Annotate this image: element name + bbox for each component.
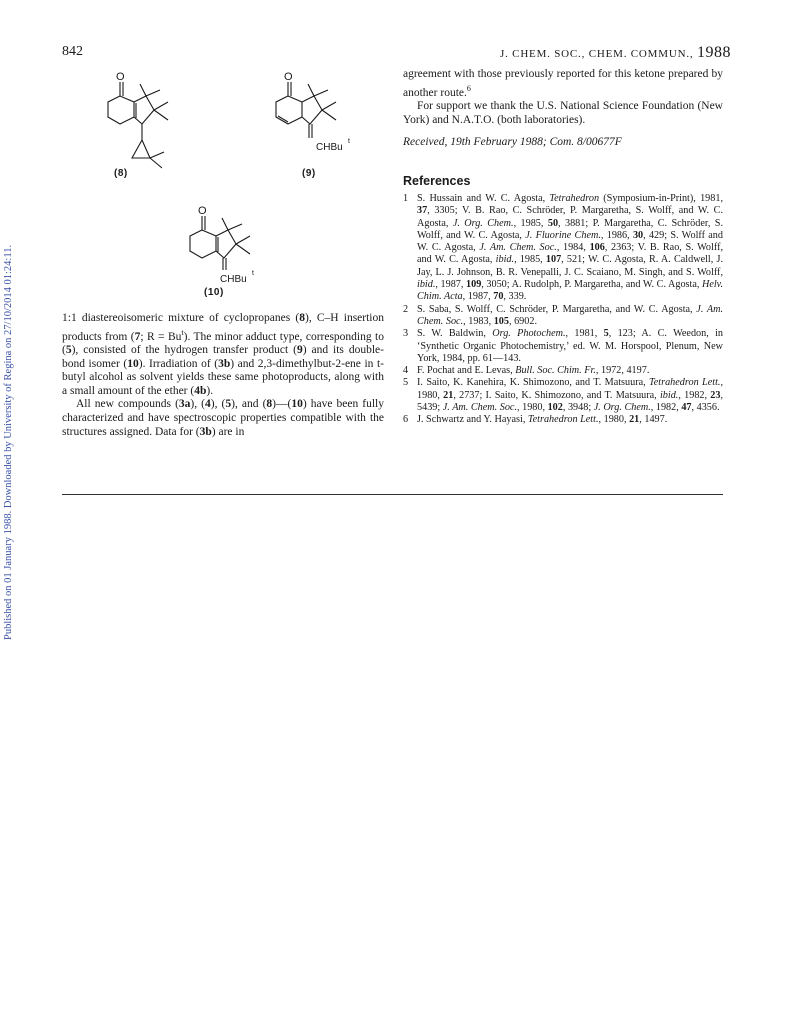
references-heading: References: [403, 174, 471, 188]
reference-item: 2 S. Saba, S. Wolff, C. Schröder, P. Margaretha, and W. C. Agosta, J. Am. Chem. Soc., 1983, 105, 6902.: [403, 303, 723, 327]
paragraph: agreement with those previously reported for this ketone prepared by another route.$^6$: [403, 68, 723, 99]
compound-10-label: (10): [204, 287, 224, 298]
reference-item: 3 S. W. Baldwin, Org. Photochem., 1981, 5, 123; A. C. Weedon, in ‘Synthetic Organic Photochemistry,’ ed. W. M. Horspool, Plenum, New York, 1984, pp. 61—143.: [403, 328, 724, 364]
journal-year: 1988: [696, 44, 731, 61]
running-head: [500, 44, 731, 62]
chbut-label: CHBu: [316, 142, 343, 153]
reference-number: 5: [403, 377, 409, 389]
chbut-superscript: t: [252, 270, 254, 277]
structure-compound-10: [162, 196, 282, 291]
references-list: [403, 193, 723, 427]
compound-9-label: (9): [302, 168, 316, 179]
footer-rule: [62, 494, 723, 495]
reference-item: 4 F. Pochat and E. Levas, Bull. Soc. Chim. Fr., 1972, 4197.: [403, 365, 650, 377]
left-column-text: [62, 312, 384, 439]
compound-8-label: (8): [114, 168, 128, 179]
journal-name: J. CHEM. SOC., CHEM. COMMUN.,: [500, 48, 694, 60]
chbut-label: CHBu: [220, 274, 247, 285]
structure-compound-8: [80, 62, 180, 172]
reference-number: 1: [403, 193, 409, 204]
reference-number: 4: [403, 365, 409, 377]
reference-item: 6 J. Schwartz and Y. Hayasi, Tetrahedron Lett., 1980, 21, 1497.: [403, 414, 668, 426]
reference-number: 3: [403, 328, 409, 340]
carbonyl-oxygen-label: O: [284, 71, 293, 83]
carbonyl-oxygen-label: O: [116, 71, 125, 83]
chbut-superscript: t: [348, 138, 350, 145]
reference-item: 5 I. Saito, K. Kanehira, K. Shimozono, and T. Matsuura, Tetrahedron Lett., 1980, 21, 2737; I. Saito, K. Shimozono, and T. Matsuura, ibid., 1982, 23, 5439; J. Am. Chem. Soc., 1980, 102, 3948; J. Org. Chem., 1982, 47, 4356.: [403, 377, 724, 414]
reference-number: 6: [403, 414, 409, 426]
provenance-notice: Published on 01 January 1988. Downloaded by University of Regina on 27/10/2014 01:24:11.: [3, 244, 14, 640]
paragraph: 1:1 diastereoisomeric mixture of cyclopropanes (8), C–H insertion products from (7; $R = Bu^t$). The minor adduct type, corresponding to (5), consisted of the hydrogen transfer product (9) and its double-bond isomer (10). Irradiation of (3b) and 2,3-dimethylbut-2-ene in t-butyl alcohol as solvent yields these same photoproducts, along with a small amount of the ether (4b).: [62, 312, 384, 397]
reference-number: 2: [403, 303, 409, 315]
received-date: Received, 19th February 1988; Com. 8/00677F: [403, 136, 622, 148]
structure-compound-9: [248, 62, 368, 162]
right-column-text: [403, 68, 723, 127]
carbonyl-oxygen-label: O: [198, 205, 207, 217]
page-number: 842: [62, 44, 83, 59]
acknowledgement: For support we thank the U.S. National Science Foundation (New York) and N.A.T.O. (both laboratories).: [403, 100, 723, 126]
paragraph: All new compounds (3a), (4), (5), and (8)—(10) have been fully characterized and have spectroscopic properties compatible with the structures assigned. Data for (3b) are in: [62, 398, 384, 438]
reference-item: 1 S. Hussain and W. C. Agosta, Tetrahedron (Symposium-in-Print), 1981, 37, 3305; V. B. Rao, C. Schröder, P. Margaretha, S. Wolff, and W. C. Agosta, J. Org. Chem., 1985, 50, 3881; P. Margaretha, C. Schröder, S. Wolff, and W. C. Agosta, J. Fluorine Chem., 1986, 30, 429; S. Wolff and W. C. Agosta, J. Am. Chem. Soc., 1984, 106, 2363; V. B. Rao, S. Wolff, and W. C. Agosta, ibid., 1985, 107, 521; W. C. Agosta, R. A. Caldwell, J. Jay, L. J. Johnson, B. R. Venepalli, J. C. Scaiano, M. Singh, and S. Wolff, ibid., 1987, 109, 3050; A. Rudolph, P. Margaretha, and W. C. Agosta, Helv. Chim. Acta, 1987, 70, 339.: [403, 193, 724, 303]
